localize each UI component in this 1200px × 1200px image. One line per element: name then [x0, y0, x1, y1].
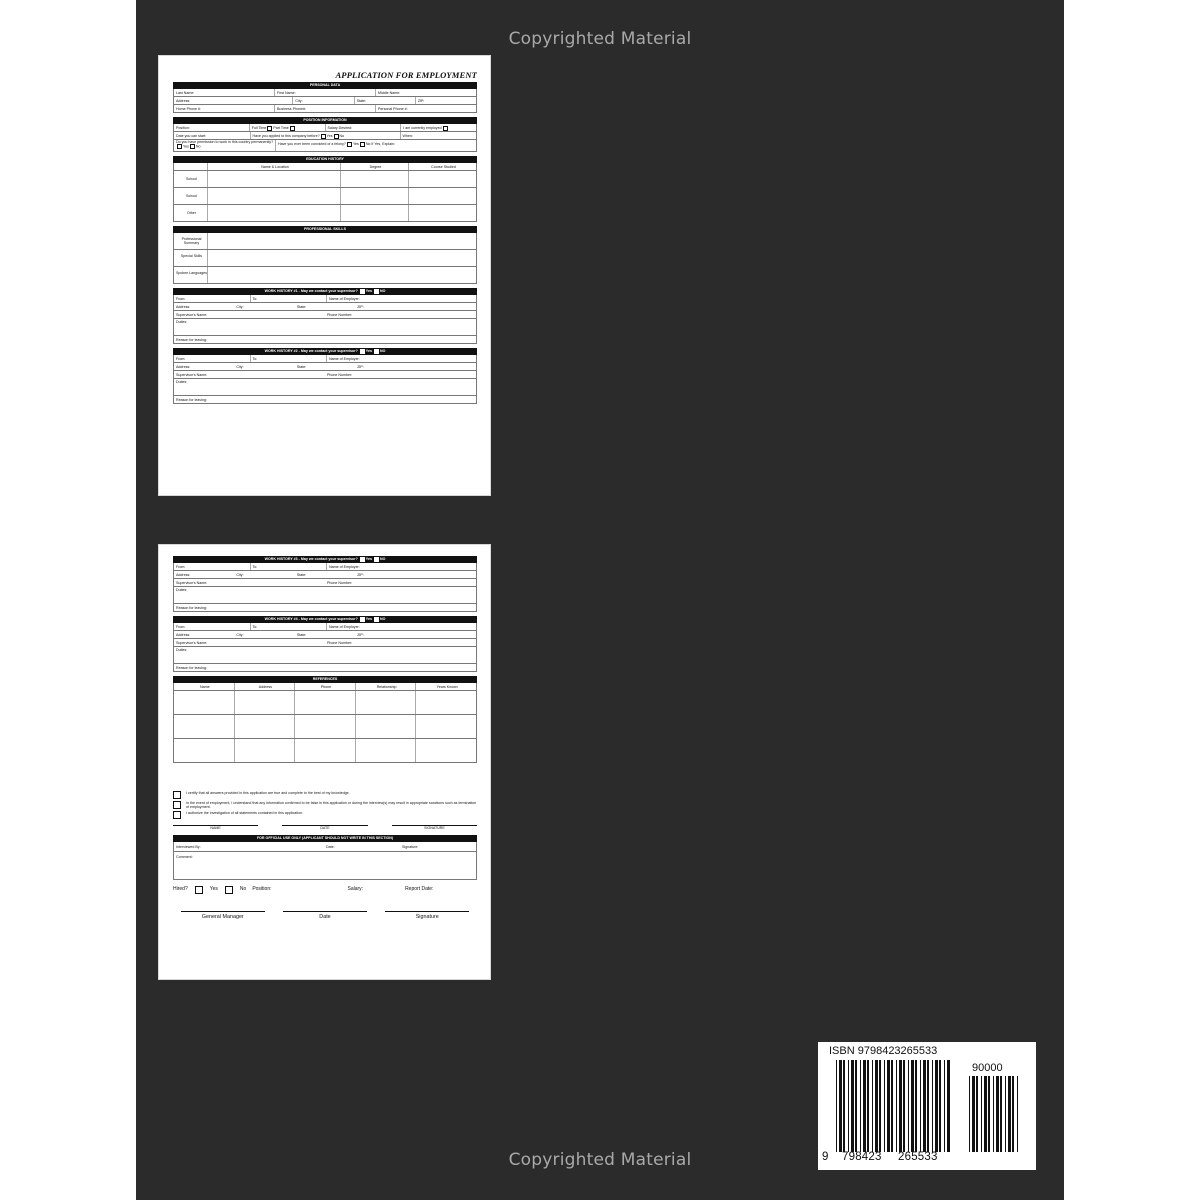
checkbox-icon: [173, 801, 181, 809]
checkbox-icon: [321, 134, 326, 139]
checkbox-icon: [290, 126, 295, 131]
section-header-personal: PERSONAL DATA: [173, 82, 477, 89]
barcode-digit-first: 9: [822, 1151, 829, 1163]
professional-row: Special Skills: [173, 250, 477, 267]
addon-barcode-bars-icon: [968, 1076, 1020, 1152]
checkbox-icon: [374, 289, 379, 294]
checkbox-icon: [347, 142, 352, 147]
checkbox-icon: [374, 617, 379, 622]
hired-row: Hired? Yes No Position: Salary: Report Date:: [173, 886, 434, 893]
copyright-watermark-top: Copyrighted Material: [508, 29, 692, 49]
price-code: 90000: [972, 1062, 1003, 1074]
form-row: Date you can start: Have you applied to this company before? Yes No When:: [173, 132, 477, 140]
professional-row: Spoken Languages: [173, 267, 477, 284]
barcode-bars-icon: [835, 1060, 953, 1152]
employment-form: APPLICATION FOR EMPLOYMENT PERSONAL DATA Last Name: First Name: Middle Name: Address: City: State: ZIP: Home Phone #: Business Phone#: Personal Phone #: POSITION INFORMATION Position: Full Time Part Time Salary Desired: I am currently employed Date you can start: Have you applied to this company before? Yes No When: Do you have permission to work in this country permanently? Yes No Have you ever been convicted of a felony? Yes No If Yes, Explain: EDUCATION HISTORY Name & Location Degree Course Studied School School Other PROFESSIONAL SKILLS Professional Summary Special Skills Spoken Languages WORK HISTORY #1 - May we contact your supervisor? Yes NO From: To: Name of Employer: Address: City: State: ZIP: Supervisor's Name: Phone Number: Duties: Reason for leaving: WORK HISTORY #2 - May we contact your supervisor? Yes NO From: To: Name of Employer: Address: City: State: ZIP: Supervisor's Name: Phone Number: Duties: Reason for leaving:: [173, 69, 477, 404]
education-row: School: [173, 188, 477, 205]
checkbox-icon: [360, 289, 365, 294]
isbn-text: ISBN 9798423265533: [829, 1045, 938, 1057]
section-header-education: EDUCATION HISTORY: [173, 156, 477, 163]
form-row: Last Name: First Name: Middle Name:: [173, 89, 477, 97]
certification-item: In the event of employment, I understand that any information confirmed to be false in this application or during the interview(s) may result in appropriate sanctions such as termination of employment.: [173, 801, 477, 809]
certification-statements: [173, 791, 477, 819]
checkbox-icon: [173, 791, 181, 799]
barcode-digits-right: 265533: [898, 1151, 938, 1163]
section-header-position: POSITION INFORMATION: [173, 117, 477, 124]
checkbox-icon: [374, 349, 379, 354]
professional-row: Professional Summary: [173, 233, 477, 250]
checkbox-icon: [360, 617, 365, 622]
form-row: Address: City: State: ZIP:: [173, 97, 477, 105]
section-header-work-1: WORK HISTORY #1 - May we contact your supervisor? Yes NO: [173, 288, 477, 295]
form-row: Do you have permission to work in this country permanently? Yes No Have you ever been convicted of a felony? Yes No If Yes, Explain:: [173, 140, 477, 152]
section-header-references: REFERENCES: [173, 676, 477, 683]
checkbox-icon: [190, 144, 195, 149]
form-page-preview-1: [158, 55, 491, 496]
education-row: Other: [173, 205, 477, 222]
section-header-work-2: WORK HISTORY #2 - May we contact your supervisor? Yes NO: [173, 348, 477, 355]
references-header-row: Name Address Phone Relationship Years Known: [173, 683, 477, 691]
reference-row: [173, 691, 477, 715]
checkbox-icon: [360, 349, 365, 354]
manager-signature-row: General Manager Date Signature: [173, 911, 477, 920]
checkbox-icon: [225, 886, 233, 894]
checkbox-icon: [173, 811, 181, 819]
section-header-official: FOR OFFICIAL USE ONLY (APPLICANT SHOULD NOT WRITE IN THIS SECTION): [173, 835, 477, 842]
form-row: Position: Full Time Part Time Salary Desired: I am currently employed: [173, 124, 477, 132]
form-row: Home Phone #: Business Phone#: Personal Phone #:: [173, 105, 477, 113]
checkbox-icon: [195, 886, 203, 894]
book-back-cover: [136, 0, 1064, 1200]
form-page-preview-2: [158, 544, 491, 980]
section-header-work-3: WORK HISTORY #3 - May we contact your supervisor? Yes NO: [173, 556, 477, 563]
reference-row: [173, 739, 477, 763]
copyright-watermark-bottom: Copyrighted Material: [508, 1150, 692, 1170]
checkbox-icon: [267, 126, 272, 131]
section-header-work-4: WORK HISTORY #4 - May we contact your supervisor? Yes NO: [173, 616, 477, 623]
barcode-digits-left: 798423: [842, 1151, 882, 1163]
applicant-signature-row: NAME DATE SIGNATURE: [173, 825, 477, 831]
checkbox-icon: [360, 557, 365, 562]
certification-item: I authorize the investigation of all statements contained in this application.: [173, 811, 477, 819]
checkbox-icon: [374, 557, 379, 562]
education-row: School: [173, 171, 477, 188]
education-header-row: Name & Location Degree Course Studied: [173, 163, 477, 171]
checkbox-icon: [177, 144, 182, 149]
form-title: APPLICATION FOR EMPLOYMENT: [335, 70, 477, 80]
section-header-professional: PROFESSIONAL SKILLS: [173, 226, 477, 233]
employment-form-continued: WORK HISTORY #3 - May we contact your supervisor? Yes NO From: To: Name of Employer: Address: City: State: ZIP: Supervisor's Name: Phone Number: Duties: Reason for leaving: WORK HISTORY #4 - May we contact your supervisor? Yes NO From: To: Name of Employer: Address: City: State: ZIP: Supervisor's Name: Phone Number: Duties: Reason for leaving: REFERENCES Name Address Phone Relationship Years Known I certify that all answers provided in this application are true and complete to the best of my knowledge. In the event of employment, I understand that any information confirmed to be false in this application or during the interview(s) may result in appropriate sanctions such as termination of employment. I authorize the investigation of all statements contained in this application. NAME DATE SIGNATURE FOR OFFICIAL USE ONLY (APPLICANT SHOULD NOT WRITE IN THIS SECTION) Interviewed By: Date: Signature: Comment: Hired? Yes No Position: Salary: Report Date: General Manager Date Signature: [173, 557, 477, 920]
certification-item: I certify that all answers provided in this application are true and complete to the best of my knowledge.: [173, 791, 477, 799]
reference-row: [173, 715, 477, 739]
checkbox-icon: [360, 142, 365, 147]
checkbox-icon: [443, 126, 448, 131]
checkbox-icon: [334, 134, 339, 139]
